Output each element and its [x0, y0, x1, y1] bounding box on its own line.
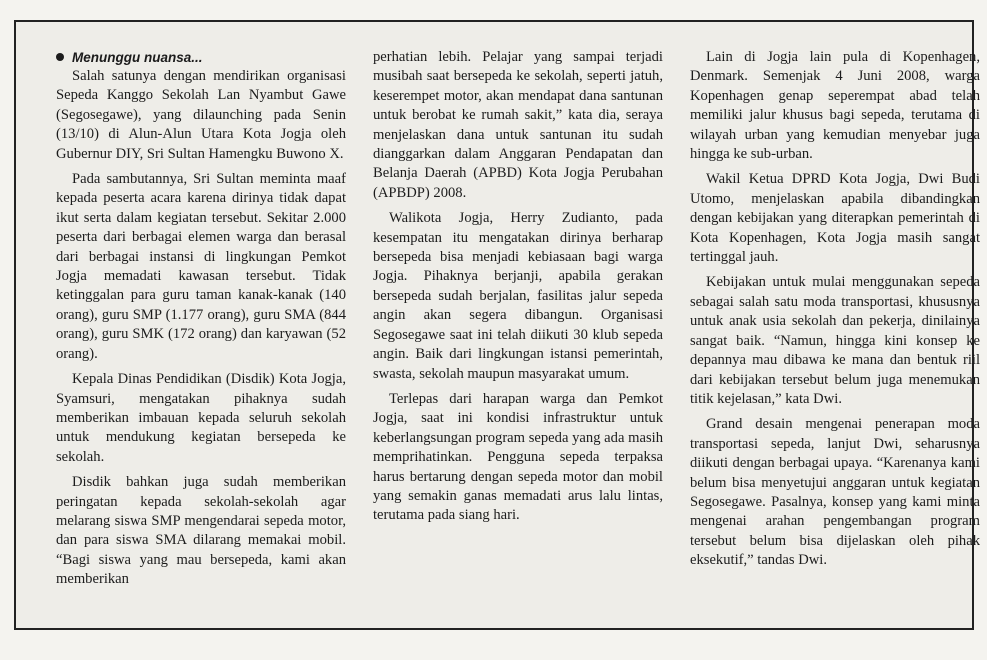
- section-heading-text: Menunggu nuansa...: [72, 50, 203, 65]
- column-3: [690, 48, 980, 623]
- article-body: [56, 48, 980, 623]
- paragraph: Pada sambutannya, Sri Sultan meminta maaf kepada peserta acara karena dirinya tidak dapat ikut serta dalam kegiatan tersebut. Sekitar 2.000 peserta dari berbagai elemen warga dan berasal dari berbagai instansi di lingkungan Pemkot Jogja memadati kawasan tersebut. Tidak ketinggalan para guru taman kanak-kanak (140 orang), guru SMP (1.177 orang), guru SMA (844 orang), guru SMK (172 orang) dan karyawan (52 orang).: [56, 171, 346, 362]
- paragraph: Kepala Dinas Pendidikan (Disdik) Kota Jogja, Syamsuri, mengatakan pihaknya sudah memberikan imbauan kepada seluruh sekolah untuk mendukung kegiatan bersepeda ke sekolah.: [56, 371, 346, 465]
- paragraph: Disdik bahkan juga sudah memberikan peringatan kepada sekolah-sekolah agar melarang siswa SMP mengendarai sepeda motor, dan para siswa SMA dilarang memakai mobil. “Bagi siswa yang mau bersepeda, kami akan memberikan: [56, 474, 346, 588]
- paragraph: Walikota Jogja, Herry Zudianto, pada kesempatan itu mengatakan dirinya berharap bersepeda bisa menjadi kebiasaan bagi warga Jogja. Pihaknya berjanji, apabila gerakan bersepeda sudah berjalan, fasilitas jalur sepeda angin akan segera dibangun. Organisasi Segosegawe saat ini telah diikuti 30 klub sepeda angin. Baik dari lingkungan istansi pemerintah, swasta, sekolah maupun masyarakat umum.: [373, 210, 663, 382]
- newspaper-clipping: [14, 20, 980, 630]
- paragraph: Kebijakan untuk mulai menggunakan sepeda sebagai salah satu moda transportasi, khususnya untuk anak usia sekolah dan pekerja, dinilainya sangat baik. “Namun, hingga kini konsep ke depannya mau dibawa ke mana dan bentuk riil dari kebijakan tersebut belum juga menemukan titik kejelasan,” kata Dwi.: [690, 274, 980, 407]
- paragraph: Grand desain mengenai penerapan moda transportasi sepeda, lanjut Dwi, seharusnya diikuti dengan berbagai upaya. “Karenanya kami belum bisa menyetujui anggaran untuk kegiatan Segosegawe. Pasalnya, konsep yang kami minta mengenai arahan pengembangan program tersebut belum bisa dijelaskan oleh pihak eksekutif,” tandas Dwi.: [690, 416, 980, 569]
- column-2: [373, 48, 663, 623]
- column-1: [56, 48, 346, 623]
- paragraph: Wakil Ketua DPRD Kota Jogja, Dwi Budi Utomo, menjelaskan apabila dibandingkan dengan kebijakan yang diterapkan pemerintah di Kota Kopenhagen, Kota Jogja masih sangat tertinggal jauh.: [690, 171, 980, 266]
- paragraph: Lain di Jogja lain pula di Kopenhagen, Denmark. Semenjak 4 Juni 2008, warga Kopenhagen genap seperempat abad telah memiliki jalur khusus bagi sepeda, terutama di wilayah urban yang kemudian menyebar juga hingga ke sub-urban.: [690, 49, 980, 163]
- bullet-icon: [56, 53, 64, 61]
- paragraph: Salah satunya dengan mendirikan organisasi Sepeda Kanggo Sekolah Lan Nyambut Gawe (Segosegawe), yang dilaunching pada Senin (13/10) di Alun-Alun Utara Kota Jogja oleh Gubernur DIY, Sri Sultan Hamengku Buwono X.: [56, 68, 346, 162]
- section-heading: [56, 48, 346, 67]
- paragraph: Terlepas dari harapan warga dan Pemkot Jogja, saat ini kondisi infrastruktur untuk keberlangsungan program sepeda yang ada masih memprihatinkan. Pengguna sepeda terpaksa harus bertarung dengan sepeda motor dan mobil yang semakin ganas memadati arus lalu lintas, terutama pada siang hari.: [373, 390, 663, 524]
- paragraph: perhatian lebih. Pelajar yang sampai terjadi musibah saat bersepeda ke sekolah, seperti jatuh, keserempet motor, akan mendapat dana santunan untuk berobat ke rumah sakit,” kata dia, seraya menjelaskan dana untuk santunan itu sudah dianggarkan dalam Anggaran Pendapatan dan Belanja Daerah (APBD) Kota Jogja Perubahan (APBDP) 2008.: [373, 49, 663, 201]
